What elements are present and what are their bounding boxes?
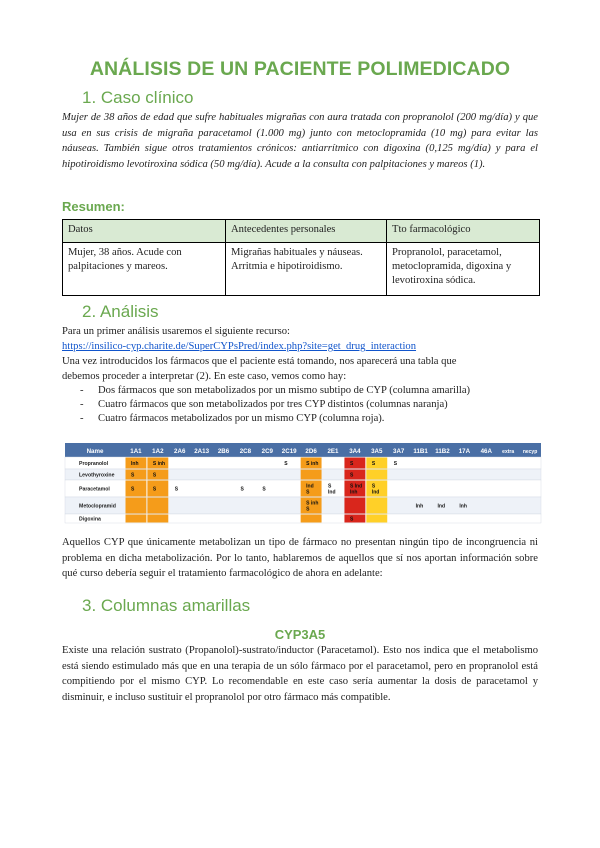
cyp-column-header: 11B2	[435, 448, 450, 455]
cyp-cell-value: S	[152, 472, 157, 479]
cyp-cell-value: Ind	[328, 489, 336, 496]
cyp-cell-highlight	[126, 470, 147, 480]
cyp3a5-paragraph: Existe una relación sustrato (Propanolol)-sustrato/inductor (Paracetamol). Esto nos indica que el metabolismo está siendo estimulado más que en una terapia de un sólo fármaco por el paracetamol, pero en propranolol está compitiendo por el mismo CYP. Lo recomendable en este caso sería aumentar la dosis de paracetamol y disminuir, e incluso sustituir el propranolol por otro fármaco más compatible.	[62, 645, 538, 703]
summary-cell-tto: Propranolol, paracetamol, metoclopramida, digoxina y levotiroxina sódica.	[387, 243, 540, 296]
cyp-cell-value: S	[328, 483, 332, 490]
cyp-cell-value: Ind	[371, 489, 380, 496]
cyp-column-header: 3A7	[393, 448, 405, 455]
list-item	[80, 411, 384, 426]
cyp-cell-highlight	[147, 470, 168, 480]
analysis-line-2: debemos proceder a interpretar (2). En este caso, vemos como hay:	[62, 371, 347, 382]
cyp-cell-value: S	[174, 486, 179, 493]
cyp-cell-value: Inh	[415, 503, 424, 510]
cyp-cell-value: S	[262, 486, 266, 493]
section-heading-caso-clinico: 1. Caso clínico	[82, 88, 194, 107]
cyp-cell-highlight	[147, 481, 168, 497]
list-item	[80, 397, 448, 412]
cyp-column-header: 2C9	[261, 448, 273, 455]
cyp-cell-highlight	[147, 515, 168, 523]
cyp-column-header: 2D6	[305, 448, 317, 455]
summary-heading: Resumen:	[62, 199, 125, 214]
bullet-marker: -	[80, 385, 84, 396]
list-item-text: Cuatro fármacos metabolizados por un mismo CYP (columna roja).	[98, 413, 385, 424]
cyp-cell-highlight	[344, 515, 365, 523]
cyp-cell-highlight	[126, 498, 147, 514]
cyp-column-header: 3A5	[371, 448, 383, 455]
cyp-cell-value: Inh	[459, 503, 467, 510]
summary-header-datos: Datos	[63, 220, 226, 243]
case-paragraph: Mujer de 38 años de edad que sufre habituales migrañas con aura tratada con propranolol (200 mg/día) y que usa en sus crisis de migraña paracetamol (1.000 mg) junto con metoclopramida (10 mg) para evitar las náuseas. También sigue otros tratamientos crónicos: antiarrítmico con digoxina (0,125 mg/día) y para el hipotiroidismo levotiroxina sódica (50 mg/día). Acude a la consulta con palpitaciones y mareos (1).	[62, 112, 538, 170]
cyp-cell-value: S	[349, 472, 354, 479]
cyp-column-header: 2C8	[239, 448, 252, 455]
cyp-cell-value: Inh	[131, 461, 139, 467]
bullet-marker: -	[80, 413, 84, 424]
cyp-cell-value: S	[349, 461, 354, 467]
bullet-marker: -	[80, 399, 84, 410]
cyp-column-header: 1A1	[130, 448, 142, 455]
summary-table-row	[63, 243, 540, 296]
cyp-column-header: 3A4	[349, 448, 361, 455]
cyp-cell-value: S	[371, 483, 376, 490]
cyp-cell-value: S	[306, 489, 310, 496]
cyp-column-header: 2C19	[281, 448, 297, 455]
cyp-cell-value: Ind	[306, 483, 314, 490]
analysis-after-paragraph: Aquellos CYP que únicamente metabolizan un tipo de fármaco no presentan ningún tipo de incongruencia ni problema en dicha metabolización. Por lo tanto, hablaremos de aquellos que sí nos aportan información sobre qué curso debería seguir el tratamiento farmacológico de ahora en adelante:	[62, 537, 538, 579]
cyp-column-header: extra	[502, 449, 515, 455]
cyp-cell-highlight	[344, 470, 365, 480]
cyp-row-name: Digoxina	[79, 516, 101, 523]
cyp-cell-highlight	[147, 498, 168, 514]
page-title: ANÁLISIS DE UN PACIENTE POLIMEDICADO	[89, 58, 511, 80]
cyp-column-header: 11B1	[413, 448, 428, 455]
cyp-cell-highlight	[301, 470, 322, 480]
cyp-cell-value: S	[371, 461, 376, 467]
cyp-column-header: 2A6	[174, 448, 186, 455]
cyp-cell-value: S	[393, 461, 398, 467]
cyp-cell-value: S inh	[152, 461, 166, 467]
cyp-cell-highlight	[366, 498, 387, 514]
cyp-cell-highlight	[126, 481, 147, 497]
summary-header-tto: Tto farmacológico	[387, 220, 540, 243]
summary-cell-antecedentes: Migrañas habituales y náuseas. Arritmia e hipotiroidismo.	[226, 243, 387, 296]
cyp-cell-value: S inh	[306, 500, 319, 507]
cyp-row-name: Propranolol	[79, 461, 109, 467]
cyp-column-header: 17A	[458, 448, 471, 455]
list-item	[80, 383, 470, 398]
cyp-interaction-table	[65, 443, 541, 523]
supercyp-link[interactable]: https://insilico-cyp.charite.de/SuperCYPsPred/index.php?site=get_drug_interaction	[62, 341, 417, 352]
list-item-text: Cuatro fármacos que son metabolizados por tres CYP distintos (columnas naranja)	[98, 399, 448, 410]
cyp-cell-highlight	[366, 470, 387, 480]
cyp-column-header: 1A2	[152, 448, 164, 455]
cyp-cell-value: S	[131, 472, 135, 479]
cyp-table-graphic	[65, 443, 541, 523]
cyp-cell-value: Ind	[437, 503, 446, 510]
cyp-cell-highlight	[344, 498, 365, 514]
cyp-cell-value: S	[349, 516, 354, 523]
cyp-column-header: 2A13	[194, 448, 210, 455]
cyp-cell-value: S	[152, 486, 157, 493]
summary-table-header-row	[63, 220, 540, 243]
list-item-text: Dos fármacos que son metabolizados por un mismo subtipo de CYP (columna amarilla)	[98, 385, 471, 396]
section-heading-columnas-amarillas: 3. Columnas amarillas	[82, 596, 251, 615]
section-heading-analisis: 2. Análisis	[82, 302, 159, 321]
cyp-cell-highlight	[366, 515, 387, 523]
cyp-cell-value: S	[306, 506, 310, 513]
cyp-row-name: Paracetamol	[79, 486, 110, 493]
cyp-row-name: Metoclopramid	[79, 503, 116, 510]
cyp-column-header: Name	[86, 448, 104, 455]
cyp-row-name: Levothyroxine	[79, 472, 115, 479]
cyp-column-header: 2E1	[327, 448, 339, 455]
cyp-cell-value: S inh	[306, 461, 319, 467]
cyp-cell-value: Inh	[349, 489, 358, 496]
summary-table	[62, 219, 540, 296]
cyp-cell-highlight	[301, 515, 322, 523]
cyp-cell-value: S	[240, 486, 244, 493]
cyp-cell-value: S	[131, 486, 135, 493]
cyp-cell-value: S	[284, 461, 288, 467]
cyp-cell-highlight	[126, 515, 147, 523]
cyp-cell-highlight	[366, 458, 387, 469]
cyp3a5-subheading: CYP3A5	[274, 627, 326, 642]
analysis-line-1: Una vez introducidos los fármacos que el paciente está tomando, nos aparecerá una tabla que	[62, 356, 457, 367]
cyp-column-header: 46A	[480, 448, 492, 455]
cyp-cell-value: S Ind	[349, 483, 363, 490]
summary-cell-datos: Mujer, 38 años. Acude con palpitaciones y mareos.	[63, 243, 226, 296]
cyp-column-header: necyp	[522, 449, 538, 455]
cyp-column-header: 2B6	[217, 448, 230, 455]
summary-header-antecedentes: Antecedentes personales	[226, 220, 387, 243]
cyp-cell-highlight	[344, 458, 365, 469]
analysis-intro: Para un primer análisis usaremos el siguiente recurso:	[62, 326, 290, 337]
